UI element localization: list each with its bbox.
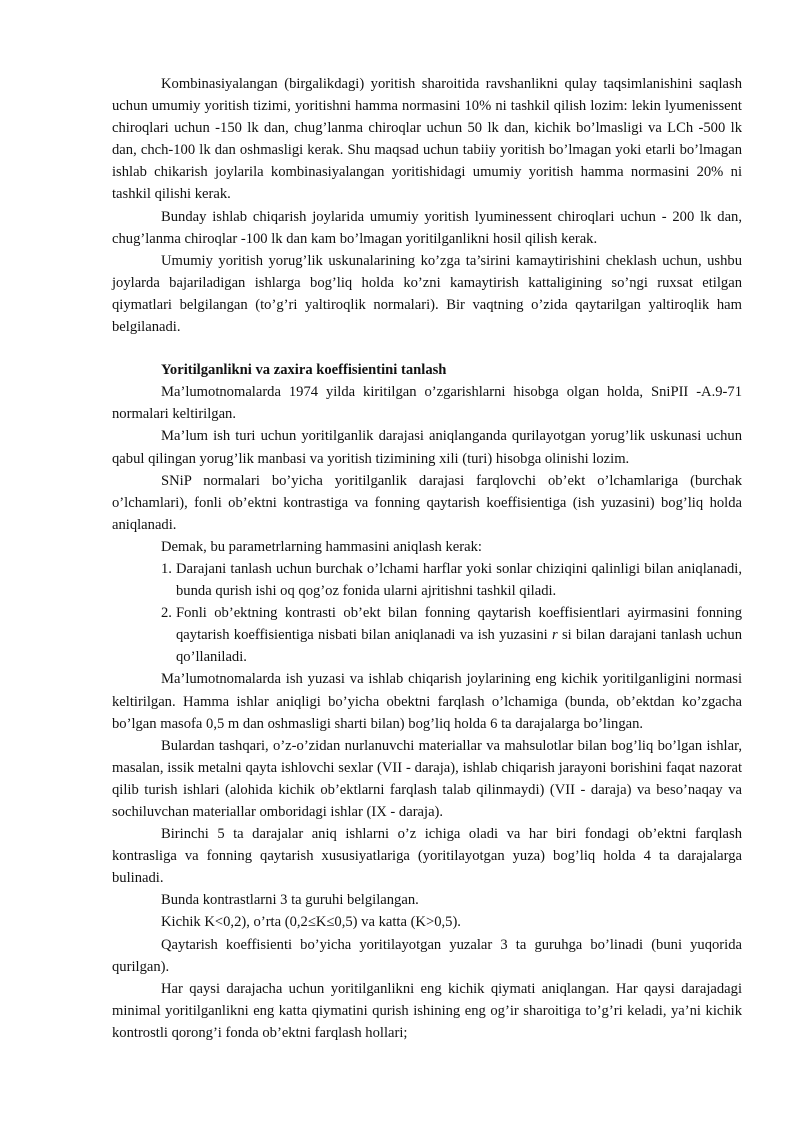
paragraph: Kichik K<0,2), o’rta (0,2≤K≤0,5) va katta (K>0,5).: [161, 914, 461, 931]
paragraph: Kombinasiyalangan (birgalikdagi) yoritish sharoitida ravshanlikni qulay taqsimlanishini saqlash uchun umumiy yoritish tizimi, yoritishni hamma normasini 10% ni tashkil qilish lozim: lekin lyumenissent chiroqlari uchun -150 lk dan, chug’lanma chiroqlar uchun 50 lk dan, kichik bo’lmasligi va LCh -500 lk dan, chch-100 lk dan oshmasligi kerak. Shu maqsad uchun tabiiy yoritish bo’lmagan yoki etarli bo’lmagan ishlab chikarish joylarila kombinasiyalangan yoritishidagi umumiy yoritish hamma normasini 20% ni tashkil qilishi kerak.: [112, 76, 742, 203]
paragraph: Demak, bu parametrlarning hammasini aniqlash kerak:: [161, 538, 482, 555]
list-item-text: si bilan darajani tanlash uchun qo’llaniladi.: [176, 627, 742, 666]
paragraph: Birinchi 5 ta darajalar aniq ishlarni o’z ichiga oladi va har biri fondagi ob’ektni farqlash kontrasliga va fonning qaytarish xususiyatlariga (yoritilayotgan yuza) bog’liq holda 4 ta darajalarga bulinadi.: [112, 826, 742, 887]
list-number: 1.: [161, 560, 172, 577]
italic-symbol: r: [552, 627, 558, 644]
paragraph: SNiP normalari bo’yicha yoritilganlik darajasi farqlovchi ob’ekt o’lchamlariga (burchak o’lchamlari), fonli ob’ektni kontrastiga va fonning qaytarish koeffisientiga (ish yuzasini) bog’liq holda aniqlanadi.: [112, 472, 742, 533]
section-title: Yoritilganlikni va zaxira koeffisientini tanlash: [161, 362, 447, 379]
list-item-text: Darajani tanlash uchun burchak o’lchami harflar yoki sonlar chiziqini qalinligi bilan aniqlanadi, bunda qurish ishi oq qog’oz fonida ularni ajritishni tashkil qiladi.: [176, 560, 742, 600]
list-item-text: Fonli ob’ektning kontrasti ob’ekt bilan fonning qaytarish koeffisientlari ayirmasini fonning qaytarish koeffisientiga nisbati bilan aniqlanadi va ish yuzasini: [176, 605, 742, 644]
list-item: [161, 558, 742, 602]
paragraph: Ma’lumotnomalarda 1974 yilda kiritilgan o’zgarishlarni hisobga olgan holda, SniPII -A.9-71 normalari keltirilgan.: [112, 384, 742, 423]
paragraph: Ma’lum ish turi uchun yoritilganlik darajasi aniqlanganda qurilayotgan yorug’lik uskunasi uchun qabul qilingan yorug’lik manbasi va yoritish tizimining xili (turi) hisobga olinishi lozim.: [112, 428, 742, 467]
list-item: [161, 602, 742, 668]
paragraph: Qaytarish koeffisienti bo’yicha yoritilayotgan yuzalar 3 ta guruhga bo’linadi (buni yuqorida qurilgan).: [112, 936, 742, 975]
paragraph: Bunday ishlab chiqarish joylarida umumiy yoritish lyuminessent chiroqlari uchun - 200 lk dan, chug’lanma chiroqlar -100 lk dan kam bo’lmagan yoritilganlikni hosil qilish kerak.: [112, 208, 742, 247]
paragraph: Bunda kontrastlarni 3 ta guruhi belgilangan.: [161, 892, 419, 909]
paragraph: Umumiy yoritish yorug’lik uskunalarining ko’zga ta’sirini kamaytirishini cheklash uchun, ushbu joylarda bajariladigan ishlarga bog’liq holda ko’zni kamaytirish kattaligining so’ngi ruxsat etilgan qiymatlari belgilangan (to’g’ri yaltiroqlik normalari). Bir vaqtning o’zida qaytarilgan yaltiroqlik ham belgilanadi.: [112, 252, 742, 336]
paragraph: Har qaysi darajacha uchun yoritilganlikni eng kichik qiymati aniqlangan. Har qaysi darajadagi minimal yoritilganlikni eng katta qiymatini qurish ishining eng og’ir sharoitiga to’g’ri keladi, ya’ni kichik kontrostli qorong’i fonda ob’ektni farqlash hollari;: [112, 980, 742, 1041]
document-page: [112, 73, 742, 1044]
paragraph: Bulardan tashqari, o’z-o’zidan nurlanuvchi materiallar va mahsulotlar bilan bog’liq bo’lgan ishlar, masalan, issik metalni qayta ishlovchi sexlar (VII - daraja), ishlab chiqarish jarayoni borishini faqat nazorat qilib turish ishlari (alohida kichik ob’ektlarni farqlash talab qilinmaydi) (VII - daraja) va beso’naqay va sochiluvchan materiallar omboridagi ishlar (IX - daraja).: [112, 737, 742, 820]
paragraph: Ma’lumotnomalarda ish yuzasi va ishlab chiqarish joylarining eng kichik yoritilganligini normasi keltirilgan. Hamma ishlar aniqligi bo’yicha obektni farqlash o’lchamiga (bunda, ob’ektdan ko’zgacha bo’lgan masofa 0,5 m dan oshmasligi sharti bilan) bog’liq holda 6 ta darajalarga bo’lingan.: [112, 671, 742, 732]
numbered-list: [112, 558, 742, 668]
list-number: 2.: [161, 605, 172, 622]
